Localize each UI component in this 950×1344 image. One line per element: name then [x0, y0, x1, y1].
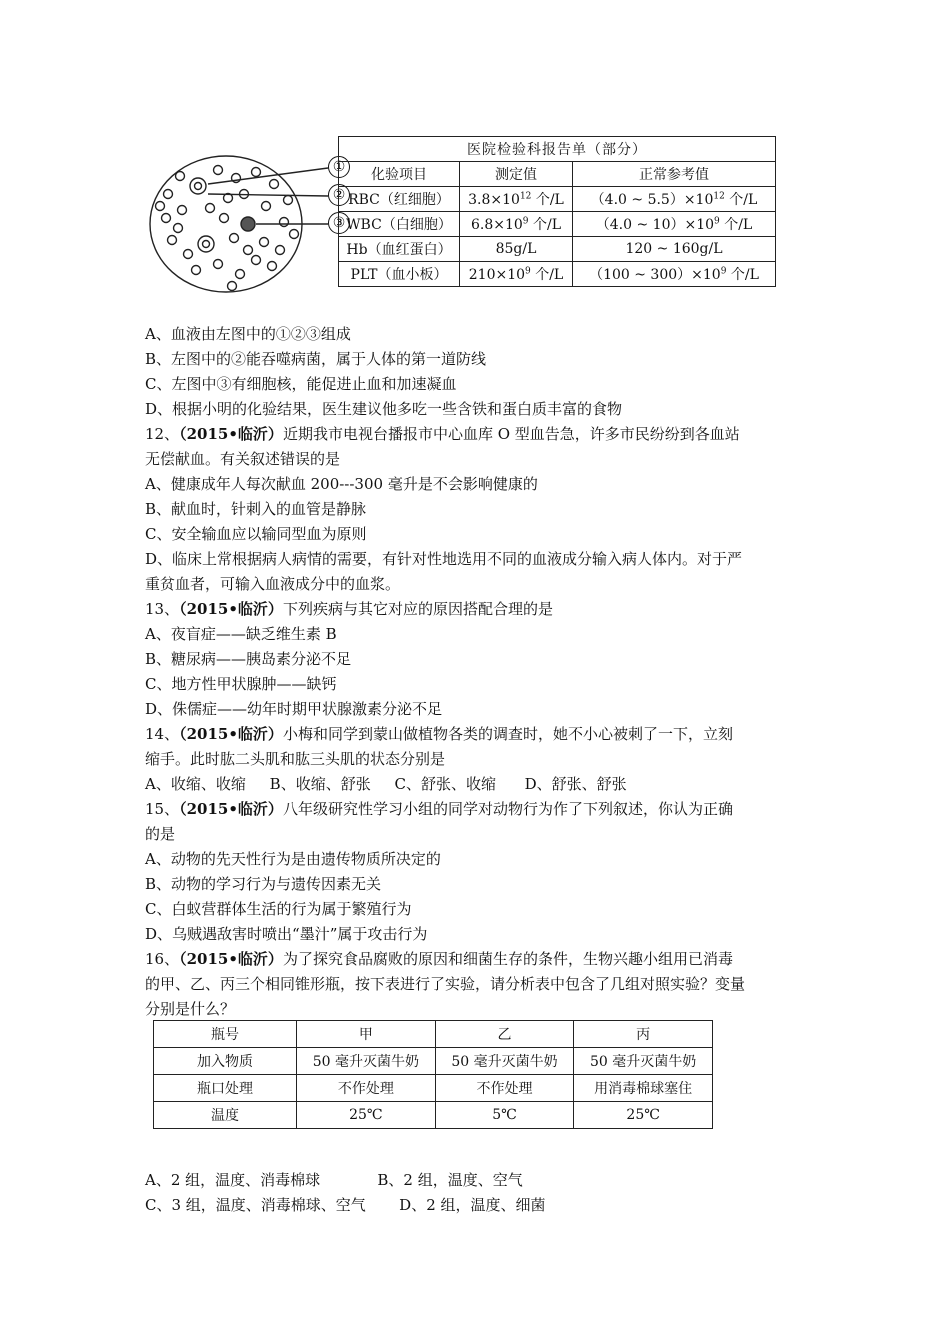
- label-1: ①: [328, 156, 350, 178]
- table-row: 加入物质 50 毫升灭菌牛奶 50 毫升灭菌牛奶 50 毫升灭菌牛奶: [154, 1048, 713, 1075]
- blood-smear-image: [148, 154, 328, 294]
- red-blood-cell: [252, 256, 261, 265]
- report-row: RBC（红细胞） $3.8\times 10^{12}$ 个/L （4.0 ~ $5.5)\times 10^{12}$ 个/L: [339, 187, 776, 212]
- red-blood-cell: [268, 262, 277, 271]
- q15-option: C、白蚁营群体生活的行为属于繁殖行为: [145, 900, 412, 918]
- label-3: ③: [328, 212, 350, 234]
- q16-answers: [145, 1168, 810, 1218]
- table-row: 瓶号 甲 乙 丙: [154, 1021, 713, 1048]
- red-blood-cell: [192, 266, 201, 275]
- experiment-table: [153, 1020, 713, 1129]
- report-header: 正常参考值: [573, 162, 776, 187]
- report-row: PLT（血小板） $210\times 10^9$ 个/L （100 ~ $300)\times 10^9$ 个/L: [339, 262, 776, 287]
- q12-option: D、临床上常根据病人病情的需要，有针对性地选用不同的血液成分输入病人体内。对于严: [145, 550, 743, 568]
- q14-stem-cont: 缩手。此时肱二头肌和肱三头肌的状态分别是: [145, 750, 446, 768]
- report-header: 化验项目: [339, 162, 460, 187]
- q13-option: B、糖尿病——胰岛素分泌不足: [145, 650, 352, 668]
- table-row: 瓶口处理 不作处理 不作处理 用消毒棉球塞住: [154, 1075, 713, 1102]
- q14-options: A、收缩、收缩 B、收缩、舒张 C、舒张、收缩 D、舒张、舒张: [145, 775, 627, 793]
- red-blood-cell: [206, 204, 215, 213]
- q13-option: C、地方性甲状腺肿——缺钙: [145, 675, 337, 693]
- red-blood-cell: [262, 202, 271, 211]
- red-blood-cell: [284, 196, 293, 205]
- q11-option: D、根据小明的化验结果，医生建议他多吃一些含铁和蛋白质丰富的食物: [145, 400, 623, 418]
- red-blood-cell: [230, 234, 239, 243]
- q12-option: C、安全输血应以输同型血为原则: [145, 525, 367, 543]
- red-blood-cell: [270, 180, 279, 189]
- red-blood-cell: [280, 218, 289, 227]
- q12-option: A、健康成年人每次献血 200---300 毫升是不会影响健康的: [145, 475, 538, 493]
- q16-option: C、3 组，温度、消毒棉球、空气 D、2 组，温度、细菌: [145, 1196, 546, 1214]
- q14-stem: 14、（2015•临沂）小梅和同学到蒙山做植物各类的调查时，她不小心被刺了一下，立刻: [145, 725, 733, 743]
- report-header: 测定值: [460, 162, 573, 187]
- red-blood-cell: [260, 238, 269, 247]
- label-2: ②: [328, 184, 350, 206]
- q12-option: B、献血时，针刺入的血管是静脉: [145, 500, 367, 518]
- lab-report-table: [338, 136, 776, 287]
- q11-option: C、左图中③有细胞核，能促进止血和加速凝血: [145, 375, 457, 393]
- red-blood-cell: [214, 260, 223, 269]
- red-blood-cell: [174, 224, 183, 233]
- q16-stem-cont: 的甲、乙、丙三个相同锥形瓶，按下表进行了实验，请分析表中包含了几组对照实验？变量: [145, 975, 746, 993]
- question-text: [145, 322, 810, 1022]
- red-blood-cell: [276, 246, 285, 255]
- red-blood-cell: [244, 246, 253, 255]
- q13-stem: 13、（2015•临沂）下列疾病与其它对应的原因搭配合理的是: [145, 600, 553, 618]
- experiment-table-figure: [153, 1020, 718, 1136]
- q15-option: A、动物的先天性行为是由遗传物质所决定的: [145, 850, 441, 868]
- q15-stem-cont: 的是: [145, 825, 176, 843]
- q11-option: A、血液由左图中的①②③组成: [145, 325, 351, 343]
- q15-option: B、动物的学习行为与遗传因素无关: [145, 875, 382, 893]
- q13-option: A、夜盲症——缺乏维生素 B: [145, 625, 337, 643]
- red-blood-cell: [184, 250, 193, 259]
- q15-stem: 15、（2015•临沂）八年级研究性学习小组的同学对动物行为作了下列叙述，你认为正确: [145, 800, 733, 818]
- red-blood-cell: [290, 230, 299, 239]
- red-blood-cell: [252, 168, 261, 177]
- red-blood-cell: [156, 202, 165, 211]
- red-blood-cell: [236, 270, 245, 279]
- red-blood-cell: [168, 236, 177, 245]
- q12-stem: 12、（2015•临沂）近期我市电视台播报市中心血库 O 型血告急，许多市民纷纷到各血站: [145, 425, 740, 443]
- report-row: WBC（白细胞） $6.8\times 10^9$ 个/L （4.0 ~ $10)\times 10^9$ 个/L: [339, 212, 776, 237]
- q11-option: B、左图中的②能吞噬病菌，属于人体的第一道防线: [145, 350, 487, 368]
- red-blood-cell: [214, 166, 223, 175]
- red-blood-cell: [176, 172, 185, 181]
- q15-option: D、乌贼遇敌害时喷出“墨汁”属于攻击行为: [145, 925, 428, 943]
- red-blood-cell: [164, 190, 173, 199]
- q16-option: A、2 组，温度、消毒棉球 B、2 组，温度、空气: [145, 1171, 523, 1189]
- q16-stem-cont: 分别是什么？: [145, 1000, 236, 1018]
- q12-option: 重贫血者，可输入血液成分中的血浆。: [145, 575, 401, 593]
- blood-figure: [148, 128, 808, 300]
- red-blood-cell: [228, 282, 237, 291]
- q16-stem: 16、（2015•临沂）为了探究食品腐败的原因和细菌生存的条件，生物兴趣小组用已消毒: [145, 950, 733, 968]
- q12-stem-cont: 无偿献血。有关叙述错误的是: [145, 450, 341, 468]
- table-row: 温度 25℃ 5℃ 25℃: [154, 1102, 713, 1129]
- report-title: 医院检验科报告单（部分）: [339, 137, 776, 162]
- report-row: Hb（血红蛋白） 85g/L 120 ~ 160g/L: [339, 237, 776, 262]
- q13-option: D、侏儒症——幼年时期甲状腺激素分泌不足: [145, 700, 443, 718]
- red-blood-cell: [178, 206, 187, 215]
- red-blood-cell: [162, 214, 171, 223]
- red-blood-cell: [220, 214, 229, 223]
